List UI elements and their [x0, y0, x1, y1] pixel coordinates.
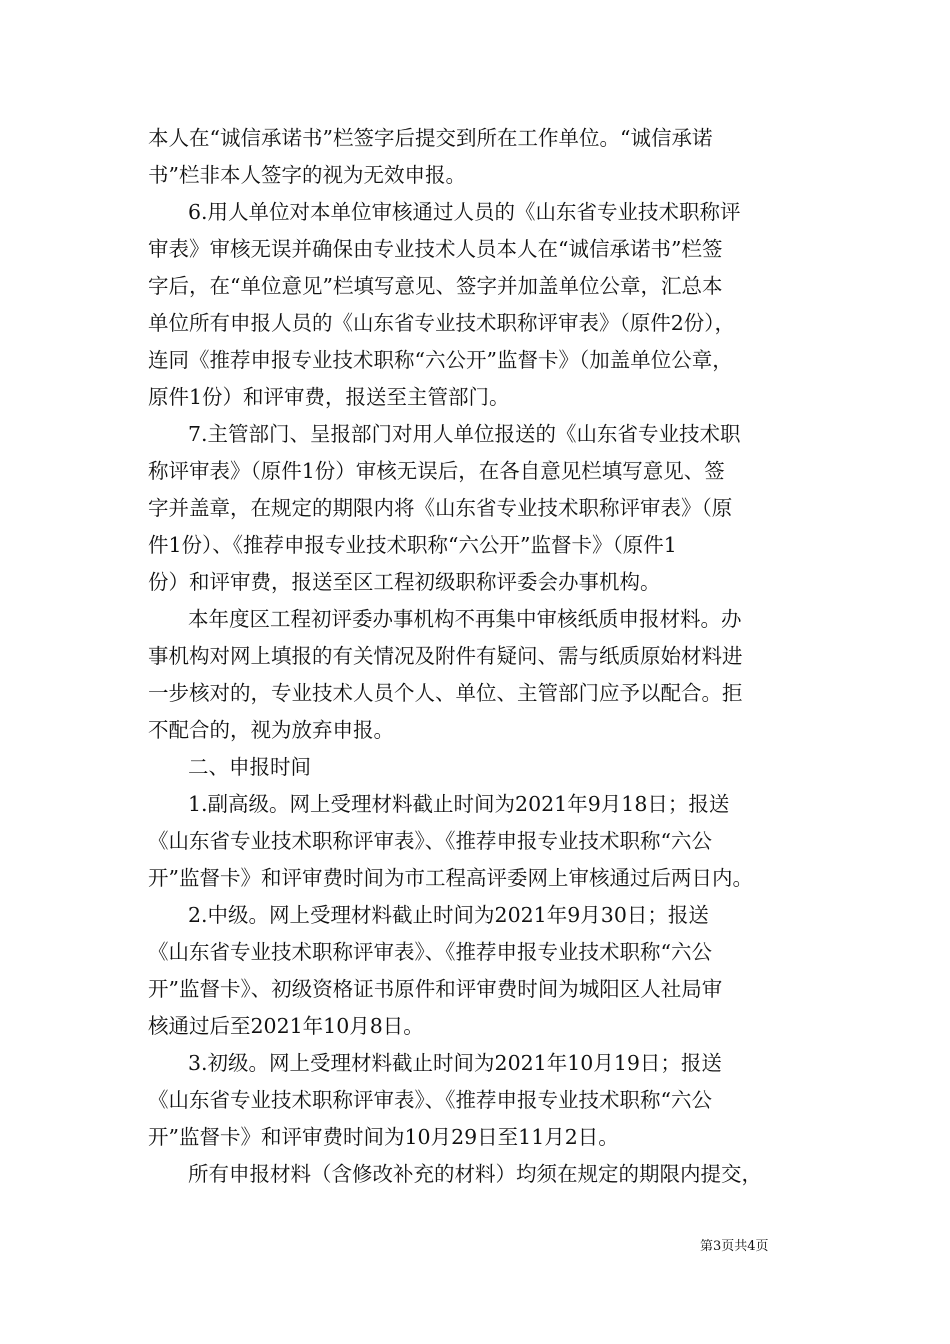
paragraph-line: 开”监督卡》、初级资格证书原件和评审费时间为城阳区人社局审	[148, 977, 723, 1001]
paragraph-line: 6.用人单位对本单位审核通过人员的《山东省专业技术职称评	[188, 200, 741, 224]
paragraph-line: 开”监督卡》和评审费时间为市工程高评委网上审核通过后两日内。	[148, 866, 753, 890]
paragraph-line: 开”监督卡》和评审费时间为10月29日至11月2日。	[148, 1125, 619, 1149]
paragraph-line: 本年度区工程初评委办事机构不再集中审核纸质申报材料。办	[188, 607, 742, 631]
paragraph-line: 审表》审核无误并确保由专业技术人员本人在“诚信承诺书”栏签	[148, 237, 723, 261]
paragraph-line: 单位所有申报人员的《山东省专业技术职称评审表》（原件2份），	[148, 311, 736, 335]
paragraph-line: 1.副高级。网上受理材料截止时间为2021年9月18日；报送	[188, 792, 730, 816]
paragraph-line: 《山东省专业技术职称评审表》、《推荐申报专业技术职称“六公	[148, 940, 712, 964]
paragraph-line: 份）和评审费，报送至区工程初级职称评委会办事机构。	[148, 570, 661, 594]
paragraph-line: 核通过后至2021年10月8日。	[148, 1014, 424, 1038]
paragraph-line: 《山东省专业技术职称评审表》、《推荐申报专业技术职称“六公	[148, 829, 712, 853]
paragraph-line: 3.初级。网上受理材料截止时间为2021年10月19日；报送	[188, 1051, 722, 1075]
paragraph-line: 一步核对的，专业技术人员个人、单位、主管部门应予以配合。拒	[148, 681, 743, 705]
section-heading: 二、申报时间	[188, 755, 311, 779]
paragraph-line: 本人在“诚信承诺书”栏签字后提交到所在工作单位。“诚信承诺	[148, 126, 713, 150]
paragraph-line: 称评审表》（原件1份）审核无误后，在各自意见栏填写意见、签	[148, 459, 725, 483]
paragraph-line: 事机构对网上填报的有关情况及附件有疑问、需与纸质原始材料进	[148, 644, 743, 668]
paragraph-line: 书”栏非本人签字的视为无效申报。	[148, 163, 466, 187]
paragraph-line: 2.中级。网上受理材料截止时间为2021年9月30日；报送	[188, 903, 709, 927]
paragraph-line: 连同《推荐申报专业技术职称“六公开”监督卡》（加盖单位公章，	[148, 348, 733, 372]
paragraph-line: 所有申报材料（含修改补充的材料）均须在规定的期限内提交，	[188, 1162, 762, 1186]
paragraph-line: 不配合的，视为放弃申报。	[148, 718, 394, 742]
paragraph-line: 字并盖章，在规定的期限内将《山东省专业技术职称评审表》（原	[148, 496, 733, 520]
paragraph-line: 《山东省专业技术职称评审表》、《推荐申报专业技术职称“六公	[148, 1088, 712, 1112]
paragraph-line: 7.主管部门、呈报部门对用人单位报送的《山东省专业技术职	[188, 422, 741, 446]
paragraph-line: 字后，在“单位意见”栏填写意见、签字并加盖单位公章，汇总本	[148, 274, 723, 298]
paragraph-line: 原件1份）和评审费，报送至主管部门。	[148, 385, 510, 409]
paragraph-line: 件1份）、《推荐申报专业技术职称“六公开”监督卡》（原件1	[148, 533, 677, 557]
page-number: 第3页共4页	[700, 1239, 769, 1254]
